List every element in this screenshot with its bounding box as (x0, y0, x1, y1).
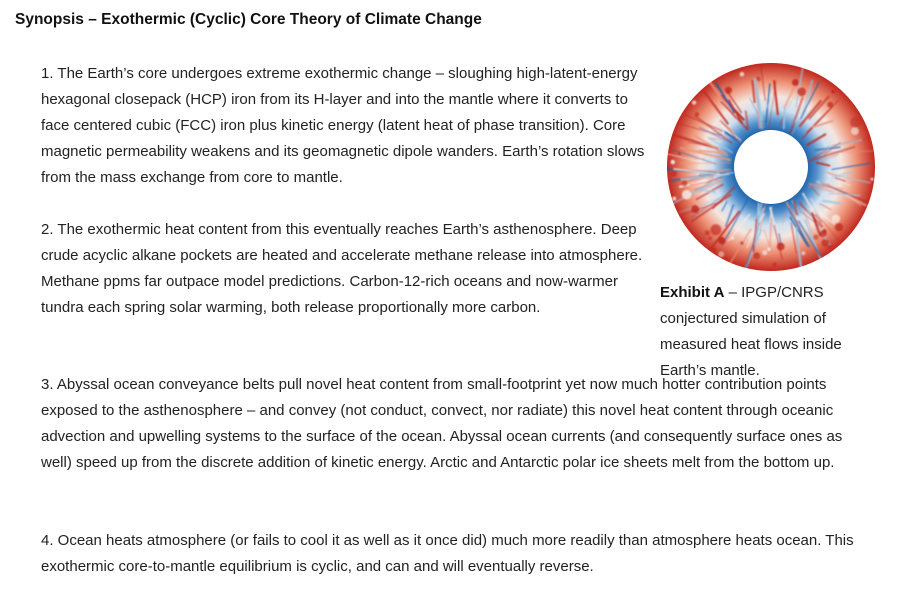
heat-blob (762, 250, 767, 255)
paragraph-4: 4. Ocean heats atmosphere (or fails to cool it as well as it once did) much more readily than atmosphere heats ocean. This exothermic core-to-mantle equilibrium is cyclic, and can and will eventually reverse. (41, 532, 854, 575)
exhibit-label: Exhibit A (660, 284, 725, 301)
paragraph-1: 1. The Earth’s core undergoes extreme exothermic change – sloughing high-latent-energy hexagonal closepack (HCP) iron from its H-layer and into the mantle where it converts to face centered cubic (FCC) iron plus kinetic energy (latent heat of phase transition). Core magnetic permeability weakens and its geomagnetic dipole wanders. Earth’s rotation slows from the mass exchange from core to mantle. (41, 65, 645, 186)
heat-blob (718, 251, 724, 257)
heat-blob (708, 236, 712, 240)
heat-blob (681, 180, 687, 186)
heat-blob (850, 117, 861, 128)
paragraph-3: 3. Abyssal ocean conveyance belts pull novel heat content from small-footprint yet now much hotter contribution points exposed to the asthenosphere – and convey (not conduct, convect, nor radiate) this novel heat content through oceanic advection and upwelling systems to the surface of the ocean. Abyssal ocean currents (and consequently surface ones as well) speed up from the discrete addition of kinetic energy. Arctic and Antarctic polar ice sheets melt from the bottom up. (41, 376, 843, 471)
heat-blob (705, 230, 710, 235)
heat-blob (820, 230, 827, 237)
heat-blob (691, 205, 699, 213)
heat-blob (871, 178, 874, 181)
heat-blob (802, 251, 806, 255)
heat-blob (822, 239, 830, 247)
heat-blob (813, 234, 819, 240)
heat-blob (671, 160, 675, 164)
heat-blob (827, 102, 833, 108)
heat-blob (740, 72, 745, 77)
heat-blob (835, 223, 843, 231)
core-hole (734, 130, 808, 204)
heat-blob (792, 79, 799, 86)
plume-streak (784, 109, 785, 129)
heat-blob (828, 245, 832, 249)
paragraph-2: 2. The exothermic heat content from this eventually reaches Earth’s asthenosphere. Deep crude acyclic alkane pockets are heated and accelerate methane release into atmosphere. Methane ppms far outpace model predictions. Carbon-12-rich oceans and now-warmer tundra each spring solar warming, both release proportionally more carbon. (41, 221, 643, 316)
heat-blob (740, 241, 743, 244)
heat-blob (777, 243, 785, 251)
heat-blob (672, 197, 676, 201)
exhibit-caption (660, 280, 880, 384)
heat-blob (831, 90, 835, 94)
plume-streak (691, 170, 731, 171)
heat-blob (756, 77, 761, 82)
heat-blob (851, 127, 859, 135)
heat-blob (671, 170, 677, 176)
heat-blob (682, 190, 692, 200)
heat-blob (832, 214, 841, 223)
heat-blob (753, 252, 760, 259)
heat-blob (731, 237, 735, 241)
heat-blob (767, 248, 770, 251)
exhibit-text: – IPGP/CNRS conjectured simulation of measured heat flows inside Earth’s mantle. (660, 284, 842, 379)
heat-blob (725, 87, 732, 94)
heat-blob (773, 263, 777, 267)
heat-blob (695, 112, 699, 116)
heat-blob (718, 237, 726, 245)
heat-blob (677, 152, 681, 156)
page-title: Synopsis – Exothermic (Cyclic) Core Theory of Climate Change (15, 11, 482, 28)
heat-blob (710, 224, 721, 235)
heat-blob (797, 87, 806, 96)
heat-blob (712, 248, 716, 252)
heat-blob (692, 100, 696, 104)
mantle-heat-flow-image (666, 62, 876, 272)
